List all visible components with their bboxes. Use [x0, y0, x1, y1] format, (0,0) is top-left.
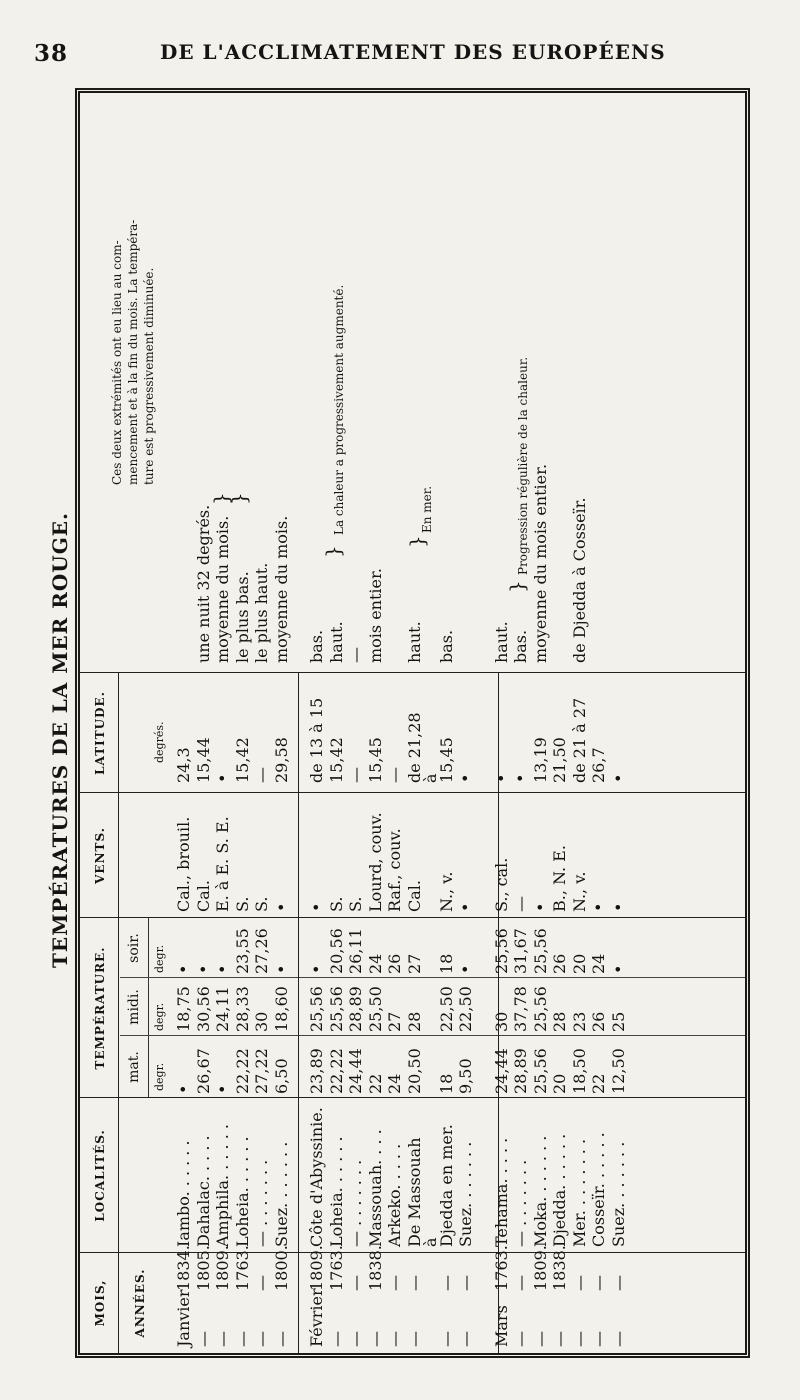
mois-cell: Mars — [491, 1305, 511, 1347]
mat-cell: 23,89 — [307, 1048, 326, 1094]
localite-cell: Suez. . . . . . . — [271, 1141, 291, 1247]
soir-cell: 26,11 — [346, 928, 365, 974]
vent-cell: • — [530, 902, 550, 912]
latitude-cell: • — [213, 773, 232, 783]
latitude-cell: de 21 à 27 — [569, 697, 589, 783]
annee-cell: 1809. — [307, 1245, 326, 1291]
brace: } — [505, 580, 529, 593]
mois-cell: — — [436, 1331, 456, 1347]
soir-cell: 24 — [589, 953, 608, 974]
latitude-cell: 29,58 — [271, 737, 291, 783]
col-header-latitude: LATITUDE. — [93, 691, 107, 775]
midi-cell: 18,75 — [174, 986, 193, 1032]
mat-cell: 28,89 — [511, 1048, 530, 1094]
mois-cell: — — [213, 1331, 232, 1347]
table-row — [438, 93, 456, 1353]
observation-cell: bas. — [307, 629, 326, 663]
vent-cell: N., v. — [569, 871, 589, 912]
annee-cell: 1763. — [491, 1245, 511, 1291]
mat-cell: 20,50 — [404, 1048, 424, 1094]
localite-cell: Djedda en mer. — [436, 1124, 456, 1247]
midi-cell: 26 — [589, 1011, 608, 1032]
latitude-cell: de 21,28 — [404, 712, 424, 783]
latitude-cell: 15,44 — [193, 737, 213, 783]
mois-cell: — — [193, 1331, 213, 1347]
localite-cell: Djedda. . . . . . — [550, 1133, 569, 1247]
soir-cell: • — [608, 964, 628, 974]
annee-cell: — — [436, 1275, 456, 1291]
table-row — [610, 93, 628, 1353]
table-rotated-body — [75, 88, 750, 1358]
annee-cell: — — [569, 1275, 589, 1291]
note-en-mer: En mer. — [420, 485, 434, 533]
table-row — [347, 93, 365, 1353]
table-row — [175, 93, 193, 1353]
localite-cell: Suez. . . . . . . — [456, 1141, 475, 1247]
midi-cell: 28,33 — [232, 986, 252, 1032]
latitude-cell: 15,42 — [326, 737, 346, 783]
vent-cell: Cal., brouil. — [174, 816, 193, 912]
localite-cell: Loheia. . . . . . — [326, 1136, 346, 1247]
annee-cell: — — [385, 1275, 404, 1291]
table-row — [253, 93, 271, 1353]
soir-cell: 18 — [436, 953, 456, 974]
table-row — [209, 93, 233, 1353]
vent-cell: S., cal. — [491, 857, 511, 912]
soir-cell: 20,56 — [326, 928, 346, 974]
note-extremes-2: mencement et à la fin du mois. La tempéra- — [126, 219, 140, 485]
brace: } — [405, 535, 429, 548]
annee-cell: 1763. — [326, 1245, 346, 1291]
annee-cell: 1800. — [271, 1245, 291, 1291]
vent-cell: • — [608, 902, 628, 912]
soir-cell: 26 — [385, 953, 404, 974]
vent-cell: Cal. — [193, 880, 213, 912]
brace: } — [209, 492, 233, 505]
localite-cell: De Massouah — [404, 1137, 424, 1247]
midi-cell: 18,60 — [271, 986, 291, 1032]
mat-cell: • — [213, 1084, 232, 1094]
localite-cell: à — [420, 1237, 440, 1247]
mat-cell: 18 — [436, 1073, 456, 1094]
col-header-mois: MOIS, ANNÉES. — [93, 1268, 147, 1338]
localite-cell: Suez. . . . . . . — [608, 1141, 628, 1247]
mat-cell: 25,56 — [530, 1048, 550, 1094]
vent-cell: S. — [346, 896, 365, 912]
unit-mat: degr. — [153, 1062, 166, 1091]
midi-cell: 28 — [550, 1011, 569, 1032]
table-row — [493, 93, 511, 1353]
latitude-cell: • — [456, 773, 475, 783]
soir-cell: • — [193, 964, 213, 974]
observation-cell: moyenne du mois. — [271, 515, 291, 663]
vent-cell: Lourd, couv. — [365, 812, 385, 912]
annee-cell: 1809. — [213, 1245, 232, 1291]
mois-cell: — — [232, 1331, 252, 1347]
vent-cell: • — [589, 902, 608, 912]
unit-latitude: degrés. — [153, 721, 166, 763]
note-extremes-3: ture est progressivement diminuée. — [142, 267, 156, 485]
latitude-cell: à — [420, 773, 440, 783]
mois-cell: — — [385, 1331, 404, 1347]
soir-cell: • — [307, 964, 326, 974]
latitude-cell: 26,7 — [589, 747, 608, 783]
mat-cell: 18,50 — [569, 1048, 589, 1094]
observation-cell: bas. — [436, 629, 456, 663]
midi-cell: 30 — [491, 1011, 511, 1032]
mois-cell: — — [456, 1331, 475, 1347]
mat-cell: 24 — [385, 1073, 404, 1094]
soir-cell: 31,67 — [511, 928, 530, 974]
mois-cell: — — [365, 1331, 385, 1347]
midi-cell: 25,56 — [530, 986, 550, 1032]
mat-cell: 24,44 — [491, 1048, 511, 1094]
observation-cell: haut. — [491, 621, 511, 663]
mat-cell: 27,22 — [252, 1048, 271, 1094]
localite-cell: Côte d'Abyssinie. — [307, 1107, 326, 1247]
annee-cell: — — [608, 1275, 628, 1291]
observation-cell: haut. — [404, 621, 424, 663]
header-rule — [118, 918, 119, 1353]
vent-cell: N., v. — [436, 871, 456, 912]
vent-cell: E. à E. S. E. — [213, 816, 232, 912]
annee-cell: — — [252, 1275, 271, 1291]
mois-cell: — — [569, 1331, 589, 1347]
vent-cell: S. — [232, 896, 252, 912]
observation-cell: de Djedda à Cosseïr. — [569, 497, 589, 663]
table-row — [195, 93, 213, 1353]
observation-cell: le plus bas. — [232, 571, 252, 663]
running-head: DE L'ACCLIMATEMENT DES EUROPÉENS — [160, 40, 666, 64]
table-row — [532, 93, 550, 1353]
soir-cell: 25,56 — [530, 928, 550, 974]
midi-cell: 22,50 — [456, 986, 475, 1032]
annee-cell: 1809. — [530, 1245, 550, 1291]
midi-cell: 27 — [385, 1011, 404, 1032]
annee-cell: — — [346, 1275, 365, 1291]
localite-cell: — . . . . . . . — [252, 1159, 271, 1247]
midi-cell: 25,56 — [307, 986, 326, 1032]
col-header-localites: LOCALITÉS. — [93, 1129, 107, 1222]
unit-soir: degr. — [153, 944, 166, 973]
latitude-cell: 13,19 — [530, 737, 550, 783]
mois-cell: — — [271, 1331, 291, 1347]
mois-cell: — — [404, 1331, 424, 1347]
annee-cell: 1763. — [232, 1245, 252, 1291]
col-header-vents: VENTS. — [93, 827, 107, 884]
mat-cell: 26,67 — [193, 1048, 213, 1094]
soir-cell: • — [174, 964, 193, 974]
observation-cell: le plus haut. — [252, 562, 271, 663]
soir-cell: 27 — [404, 953, 424, 974]
table-row — [457, 93, 475, 1353]
latitude-cell: 24,3 — [174, 747, 193, 783]
observation-cell: une nuit 32 degrés. — [193, 504, 213, 663]
mois-cell: — — [589, 1331, 608, 1347]
mat-cell: 12,50 — [608, 1048, 628, 1094]
midi-cell: 30,56 — [193, 986, 213, 1032]
mat-cell: 20 — [550, 1073, 569, 1094]
soir-cell: 20 — [569, 953, 589, 974]
observation-cell: moyenne du mois entier. — [530, 463, 550, 663]
latitude-cell: de 13 à 15 — [307, 697, 326, 783]
vent-cell: S. — [252, 896, 271, 912]
observation-cell: mois entier. — [365, 568, 385, 663]
col-header-temperature: TEMPÉRATURE. — [93, 946, 107, 1070]
table-row — [308, 93, 326, 1353]
mat-cell: 22 — [589, 1073, 608, 1094]
page-header — [0, 0, 800, 90]
soir-cell: 26 — [550, 953, 569, 974]
month-separator — [298, 673, 299, 1353]
latitude-cell: • — [491, 773, 511, 783]
table-title: TEMPÉRATURES DE LA MER ROUGE. — [48, 511, 72, 969]
header-rule-2 — [118, 673, 119, 918]
mois-cell: — — [608, 1331, 628, 1347]
subheader-soir: soir. — [120, 918, 149, 978]
table-row — [367, 93, 385, 1353]
mat-cell: • — [174, 1084, 193, 1094]
vent-cell: • — [307, 902, 326, 912]
midi-cell: 28,89 — [346, 986, 365, 1032]
latitude-cell: 21,50 — [550, 737, 569, 783]
annee-cell: 1838. — [365, 1245, 385, 1291]
midi-cell: 30 — [252, 1011, 271, 1032]
midi-cell: 25,56 — [326, 986, 346, 1032]
subheader-midi: midi. — [120, 978, 149, 1036]
annee-cell: 1805. — [193, 1245, 213, 1291]
mois-cell: — — [550, 1331, 569, 1347]
observation-cell: haut. — [326, 621, 346, 663]
annee-cell: — — [404, 1275, 424, 1291]
table-row — [590, 93, 608, 1353]
midi-cell: 25 — [608, 1011, 628, 1032]
mois-cell: — — [326, 1331, 346, 1347]
midi-cell: 25,50 — [365, 986, 385, 1032]
localite-cell: Iambo. . . . . . — [174, 1140, 193, 1247]
localite-cell: — . . . . . . . — [346, 1159, 365, 1247]
vent-cell: B., N. E. — [550, 845, 569, 912]
latitude-cell: 15,45 — [365, 737, 385, 783]
observation-cell: — — [346, 647, 365, 663]
latitude-cell: — — [252, 767, 271, 783]
soir-cell: 27,26 — [252, 928, 271, 974]
vent-cell: S. — [326, 896, 346, 912]
observation-cell: moyenne du mois. — [213, 515, 232, 663]
latitude-cell: • — [608, 773, 628, 783]
soir-cell: 23,55 — [232, 928, 252, 974]
mois-cell: Février — [307, 1288, 326, 1347]
localite-cell: — . . . . . . . — [511, 1159, 530, 1247]
vent-cell: — — [511, 896, 530, 912]
latitude-cell: • — [511, 773, 530, 783]
soir-cell: 24 — [365, 953, 385, 974]
mat-cell: 22,22 — [326, 1048, 346, 1094]
table-row — [234, 93, 252, 1353]
mat-cell: 9,50 — [456, 1058, 475, 1094]
vent-cell: • — [456, 902, 475, 912]
mois-cell: Janvier — [174, 1289, 193, 1347]
midi-cell: 37,78 — [511, 986, 530, 1032]
note-chaleur: La chaleur a progressivement augmenté. — [332, 284, 346, 535]
observation-cell: bas. — [511, 629, 530, 663]
midi-cell: 22,50 — [436, 986, 456, 1032]
localite-cell: Arkeko. . . . . — [385, 1143, 404, 1247]
soir-cell: 25,56 — [491, 928, 511, 974]
soir-cell: • — [213, 964, 232, 974]
temperature-table — [75, 88, 750, 1358]
table-row — [273, 93, 291, 1353]
table-row — [512, 93, 530, 1353]
mois-cell: — — [346, 1331, 365, 1347]
mois-cell: — — [511, 1331, 530, 1347]
annee-cell: 1838. — [550, 1245, 569, 1291]
vent-cell: Raf., couv. — [385, 828, 404, 912]
unit-midi: degr. — [153, 1002, 166, 1031]
localite-cell: Dahalac. . . . . — [193, 1135, 213, 1247]
note-progression: Progression régulière de la chaleur. — [516, 356, 530, 575]
mat-cell: 22 — [365, 1073, 385, 1094]
annee-cell: — — [511, 1275, 530, 1291]
localite-cell: Moka. . . . . . . — [530, 1135, 550, 1247]
annee-cell: — — [456, 1275, 475, 1291]
table-row — [386, 93, 404, 1353]
midi-cell: 28 — [404, 1011, 424, 1032]
vent-cell: Cal. — [404, 880, 424, 912]
note-extremes-1: Ces deux extrémités ont eu lieu au com- — [110, 240, 124, 485]
localite-cell: Massouah. . . . — [365, 1129, 385, 1247]
soir-cell: • — [456, 964, 475, 974]
vent-cell: • — [271, 902, 291, 912]
latitude-cell: — — [385, 767, 404, 783]
mois-cell: — — [252, 1331, 271, 1347]
soir-cell: • — [271, 964, 291, 974]
brace: } — [227, 492, 251, 505]
table-row — [571, 93, 589, 1353]
localite-cell: Amphila. . . . . . — [213, 1124, 232, 1247]
annee-cell: — — [589, 1275, 608, 1291]
annee-cell: 1834. — [174, 1245, 193, 1291]
localite-cell: Tehama. . . . . — [491, 1137, 511, 1247]
midi-cell: 24,11 — [213, 986, 232, 1032]
localite-cell: Cosseïr. . . . . . — [589, 1132, 608, 1247]
latitude-cell: 15,42 — [232, 737, 252, 783]
subheader-mat: mat. — [120, 1036, 149, 1098]
mois-cell: — — [530, 1331, 550, 1347]
brace: } — [321, 545, 345, 558]
mat-cell: 22,22 — [232, 1048, 252, 1094]
mat-cell: 6,50 — [271, 1058, 291, 1094]
table-row — [328, 93, 346, 1353]
latitude-cell: 15,45 — [436, 737, 456, 783]
page-number: 38 — [34, 40, 69, 67]
table-row — [551, 93, 569, 1353]
mat-cell: 24,44 — [346, 1048, 365, 1094]
midi-cell: 23 — [569, 1011, 589, 1032]
latitude-cell: — — [346, 767, 365, 783]
localite-cell: Mer. . . . . . . . — [569, 1138, 589, 1247]
localite-cell: Loheia. . . . . . — [232, 1136, 252, 1247]
